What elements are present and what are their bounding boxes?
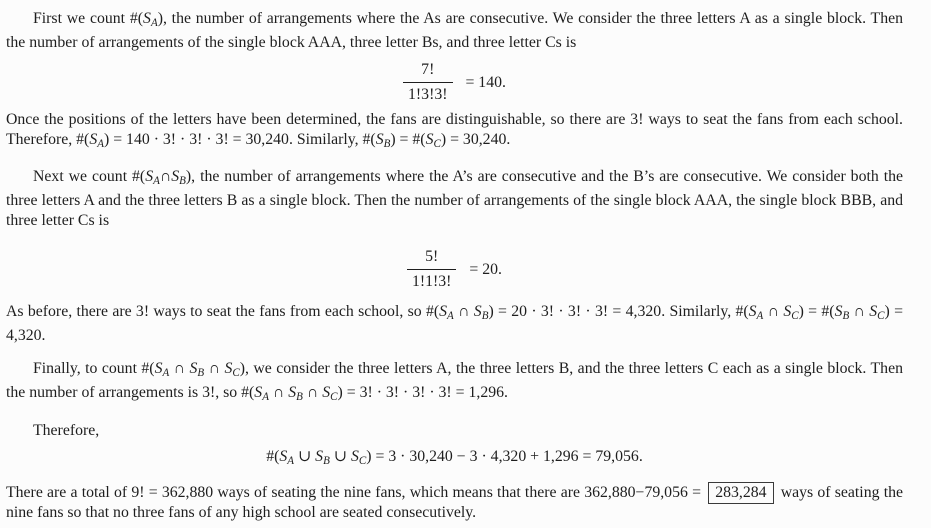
text-run: ∩ (302, 384, 323, 402)
paragraph-count-sa (6, 9, 903, 53)
text-run: ∩ (268, 384, 289, 402)
italic-symbol: S (322, 384, 331, 402)
text-run: ) = #( (390, 131, 426, 149)
fraction-5-factorial (407, 247, 456, 292)
italic-symbol: S (375, 131, 384, 149)
text-run: ), the number of arrangements where the A’s are consecutive and the B’s are consecutive. We consider both the three letters A and the three letters B as a single block. Then the number of arrangements of the single block AAA, the single block BBB, and three letter Cs is (6, 168, 903, 230)
text-run: ∩ (159, 168, 172, 186)
subscript: C (232, 367, 240, 380)
italic-symbol: S (783, 303, 792, 321)
italic-symbol: S (288, 384, 297, 402)
italic-symbol: S (224, 360, 233, 378)
subscript: C (877, 310, 885, 323)
fraction-numerator: 5! (407, 247, 456, 270)
italic-symbol: S (315, 447, 324, 465)
italic-symbol: S (143, 10, 151, 27)
text-run: ∩ (453, 303, 474, 321)
subscript: B (383, 138, 391, 151)
text-run: ) = 140 · 3! · 3! · 3! = 30,240. Similarly, #( (103, 131, 376, 149)
paragraph-therefore: Therefore, (33, 421, 100, 439)
text-run: Next we count #( (33, 168, 146, 186)
italic-symbol: S (869, 303, 878, 321)
text-run: ∩ (204, 360, 225, 378)
subscript: C (791, 310, 799, 323)
fraction-7-factorial (403, 60, 452, 105)
italic-symbol: S (425, 131, 434, 149)
text-run: ) = #( (798, 303, 835, 321)
fraction-numerator: 7! (403, 60, 452, 83)
subscript: B (842, 310, 850, 323)
italic-symbol: S (473, 303, 482, 321)
paragraph-count-sa-sb-sc (6, 359, 903, 407)
text-run: ∩ (849, 303, 870, 321)
italic-symbol: S (154, 360, 163, 378)
subscript: C (358, 454, 367, 467)
subscript: B (481, 310, 489, 323)
text-run: ) = 30,240. (440, 131, 511, 149)
text-run: ), the number of arrangements where the As are consecutive. We consider the three letters A as a single block. Then the number of arrangements of the single block AAA, three letter Bs, and three letter Cs is (6, 10, 904, 52)
text-run: ) = 3! · 3! · 3! · 3! = 1,296. (337, 384, 508, 402)
subscript: A (162, 367, 170, 380)
italic-symbol: S (748, 303, 757, 321)
paragraph-count-sa-sb (6, 167, 903, 231)
italic-symbol: S (171, 168, 180, 186)
text-run: ∩ (763, 303, 784, 321)
text-run: ∩ (169, 360, 190, 378)
equation-inclusion-exclusion (6, 447, 903, 471)
equation-union-expression (266, 448, 643, 465)
equation-7-factorial (6, 60, 903, 105)
text-run: As before, there are 3! ways to seat the fans from each school, so #( (6, 303, 440, 321)
text-run: Finally, to count #( (33, 360, 155, 378)
italic-symbol: S (189, 360, 198, 378)
subscript: A (262, 391, 269, 404)
paragraph-as-before (6, 302, 903, 346)
subscript: C (433, 138, 441, 151)
text-run: ways of seating the nine fans so that no three fans of any high school are seated consecutively. (6, 483, 903, 521)
text-run: ) = 20 · 3! · 3! · 3! = 4,320. Similarly, #( (488, 303, 749, 321)
fraction-denominator: 1!3!3! (408, 86, 448, 104)
fraction-denominator: 1!1!3! (411, 273, 452, 291)
italic-symbol: S (350, 447, 359, 465)
subscript: A (153, 175, 160, 188)
italic-symbol: S (439, 303, 448, 321)
subscript: B (197, 367, 205, 380)
subscript: A (287, 454, 295, 467)
text-run: ) = 4,320. (6, 303, 904, 345)
subscript: A (447, 310, 454, 323)
italic-symbol: S (145, 168, 154, 186)
italic-symbol: S (254, 384, 263, 402)
boxed-answer: 283,284 (708, 482, 773, 504)
text-run: There are a total of 9! = 362,880 ways of seating the nine fans, which means that there are 362,880−79,056 = (6, 483, 706, 501)
text-run: ∪ (294, 447, 316, 465)
paragraph-fans-distinguishable (6, 110, 903, 154)
equation-result: = 140. (465, 73, 506, 91)
equation-result: = 20. (469, 260, 503, 278)
text-run: #( (266, 447, 280, 465)
subscript: B (179, 175, 186, 188)
subscript: B (323, 454, 330, 467)
text-run: First we count #( (33, 10, 144, 27)
italic-symbol: S (279, 447, 288, 465)
subscript: A (97, 138, 104, 151)
equation-5-factorial (6, 247, 903, 292)
subscript: A (756, 310, 764, 323)
paragraph-final-answer (6, 483, 903, 523)
text-run: ∪ (329, 447, 351, 465)
subscript: C (330, 391, 338, 404)
text-run: Once the positions of the letters have been determined, the fans are distinguishable, so there are 3! ways to seat the fans from each school. Therefore, #( (6, 111, 903, 149)
italic-symbol: S (834, 303, 843, 321)
italic-symbol: S (89, 131, 98, 149)
text-run: ), we consider the three letters A, the three letters B, and the three letters C each as a single block. Then the number of arrangements is 3!, so #( (6, 360, 903, 402)
subscript: B (296, 391, 303, 404)
subscript: A (150, 17, 158, 30)
text-run: ) = 3 · 30,240 − 3 · 4,320 + 1,296 = 79,056. (366, 447, 643, 465)
